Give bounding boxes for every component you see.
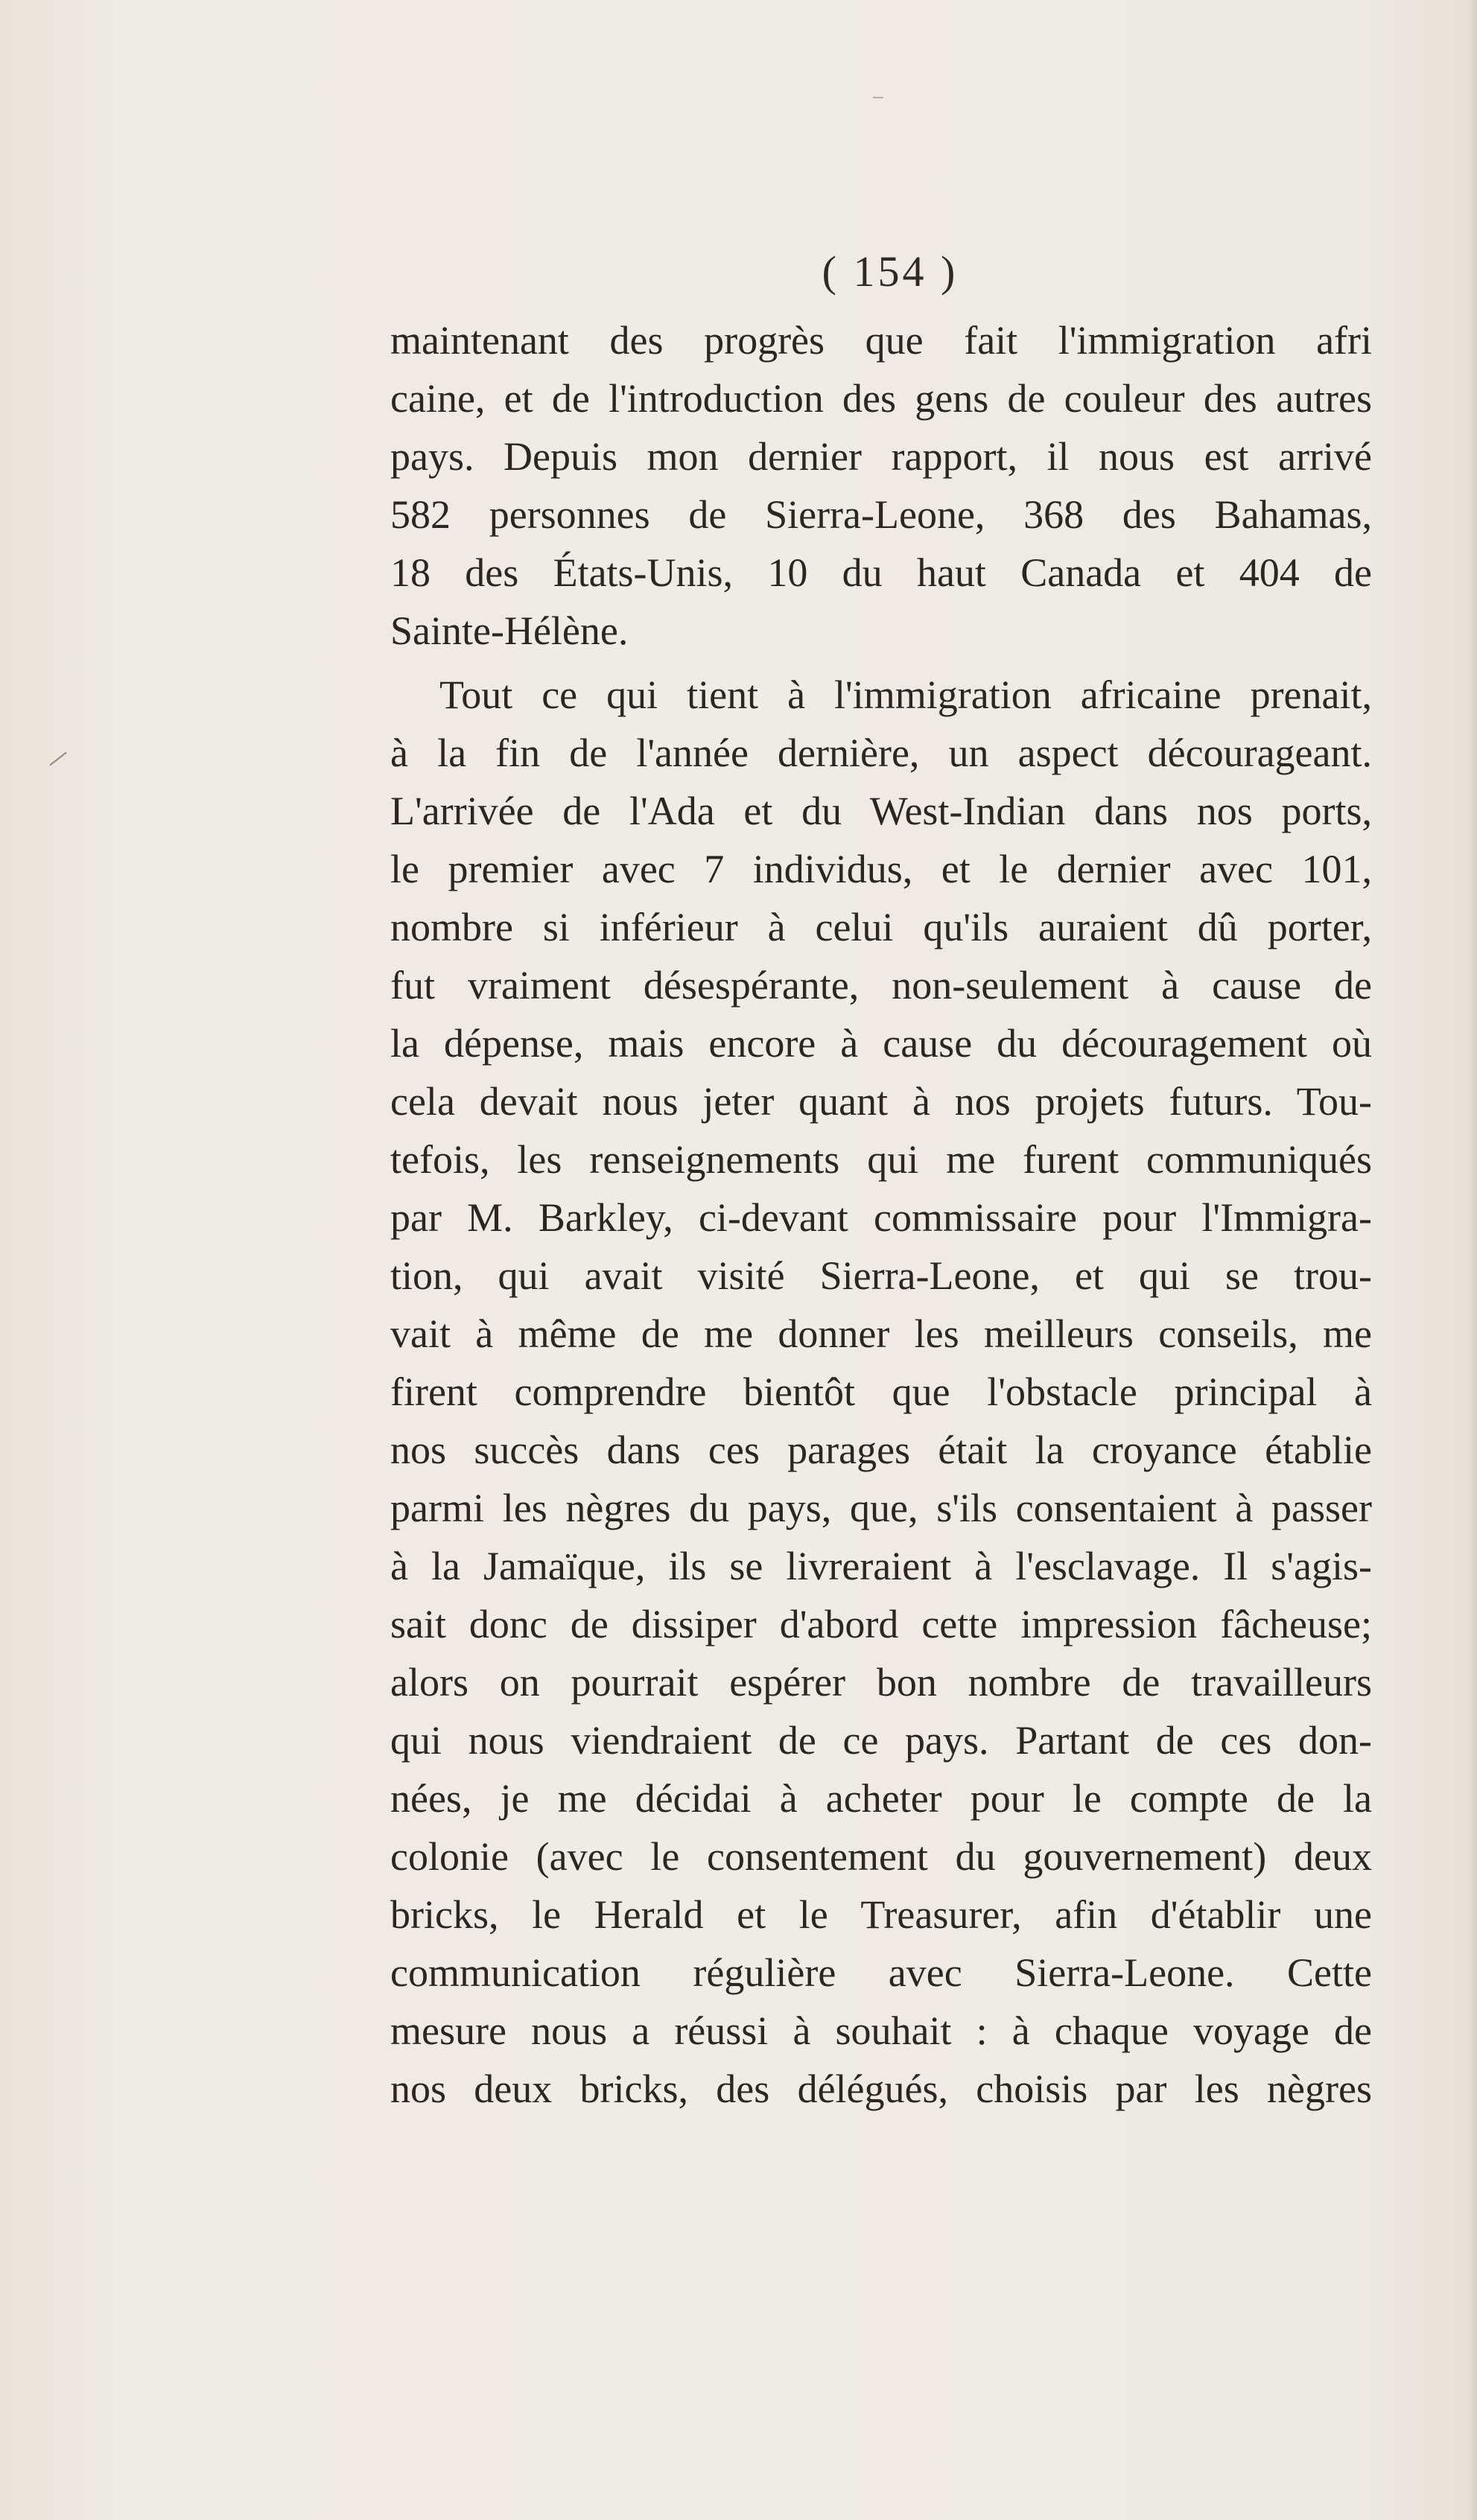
text-line-8: à la fin de l'année dernière, un aspect décourageant. [390,731,1372,775]
text-line-25: qui nous viendraient de ce pays. Partant de ces don- [390,1718,1372,1763]
text-line-29: communication régulière avec Sierra-Leone. Cette [390,1950,1372,1995]
text-line-20: nos succès dans ces parages était la croyance établie [390,1428,1372,1472]
text-line-1: maintenant des progrès que fait l'immigration afri [390,318,1372,363]
body-text [390,311,1372,2118]
text-line-2: caine, et de l'introduction des gens de couleur des autres [390,376,1372,421]
text-line-23: sait donc de dissiper d'abord cette impression fâcheuse; [390,1602,1372,1646]
text-line-5: 18 des États-Unis, 10 du haut Canada et 404 de [390,550,1372,595]
text-line-18: vait à même de me donner les meilleurs conseils, me [390,1311,1372,1356]
text-line-26: nées, je me décidai à acheter pour le compte de la [390,1776,1372,1821]
text-line-6: Sainte-Hélène. [390,608,629,653]
margin-pencil-mark [49,752,66,766]
text-line-30: mesure nous a réussi à souhait : à chaque voyage de [390,2008,1372,2053]
text-line-27: colonie (avec le consentement du gouvernement) deux [390,1834,1372,1879]
text-line-10: le premier avec 7 individus, et le dernier avec 101, [390,847,1372,891]
text-line-28: bricks, le Herald et le Treasurer, afin d'établir une [390,1892,1372,1937]
text-line-17: tion, qui avait visité Sierra-Leone, et qui se trou- [390,1253,1372,1298]
text-line-21: parmi les nègres du pays, que, s'ils consentaient à passer [390,1486,1372,1530]
text-line-7: Tout ce qui tient à l'immigration africaine prenait, [439,672,1372,717]
text-line-16: par M. Barkley, ci-devant commissaire pour l'Immigra- [390,1195,1372,1240]
text-line-15: tefois, les renseignements qui me furent communiqués [390,1137,1372,1182]
text-line-9: L'arrivée de l'Ada et du West-Indian dans nos ports, [390,789,1372,833]
text-line-22: à la Jamaïque, ils se livreraient à l'esclavage. Il s'agis- [390,1544,1372,1588]
text-line-3: pays. Depuis mon dernier rapport, il nous est arrivé [390,434,1372,479]
text-line-4: 582 personnes de Sierra-Leone, 368 des Bahamas, [390,492,1372,537]
text-line-11: nombre si inférieur à celui qu'ils auraient dû porter, [390,905,1372,949]
text-line-12: fut vraiment désespérante, non-seulement à cause de [390,963,1372,1008]
page-edge-shadow [1468,0,1477,2520]
top-mark [873,97,883,98]
text-line-19: firent comprendre bientôt que l'obstacle principal à [390,1369,1372,1414]
text-line-24: alors on pourrait espérer bon nombre de travailleurs [390,1660,1372,1705]
text-line-13: la dépense, mais encore à cause du découragement où [390,1021,1372,1066]
page-number: ( 154 ) [822,247,959,296]
text-line-31: nos deux bricks, des délégués, choisis par les nègres [390,2066,1372,2111]
text-line-14: cela devait nous jeter quant à nos projets futurs. Tou- [390,1079,1372,1124]
